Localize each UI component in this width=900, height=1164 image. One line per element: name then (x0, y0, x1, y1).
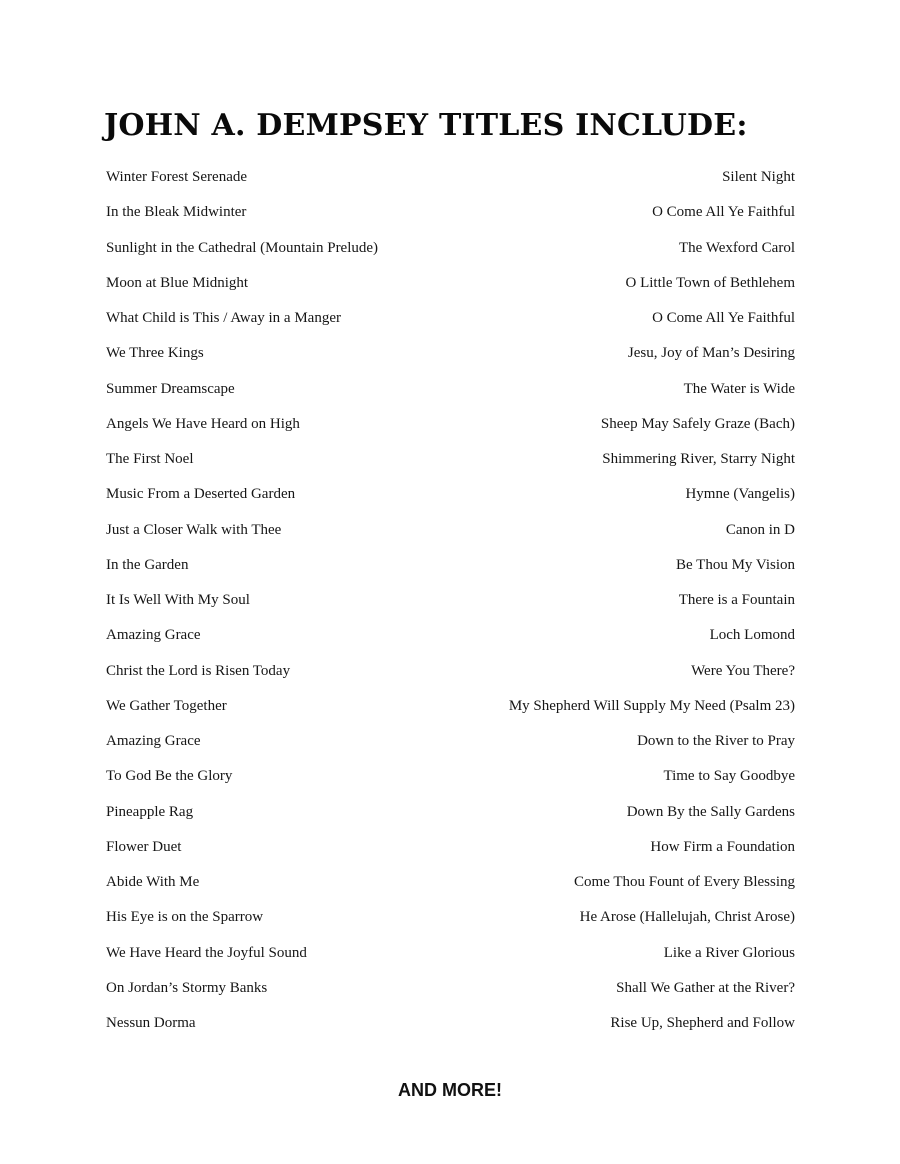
title-left: In the Bleak Midwinter (106, 204, 247, 221)
title-left: We Three Kings (106, 345, 204, 362)
title-left: Pineapple Rag (106, 803, 194, 820)
title-right: O Come All Ye Faithful (652, 204, 795, 221)
title-left: We Have Heard the Joyful Sound (106, 944, 307, 961)
title-row (106, 583, 795, 618)
title-row (106, 372, 795, 407)
title-left: It Is Well With My Soul (106, 592, 250, 609)
title-row (106, 336, 795, 371)
and-more-note: AND MORE! (398, 1080, 502, 1100)
title-row (106, 513, 795, 548)
title-row (106, 830, 795, 865)
title-right: Canon in D (725, 521, 795, 538)
title-row (106, 795, 795, 830)
title-right: Shall We Gather at the River? (616, 979, 795, 996)
title-right: There is a Fountain (678, 592, 795, 609)
title-row (106, 231, 795, 266)
title-row (106, 759, 795, 794)
title-left: His Eye is on the Sparrow (106, 909, 264, 926)
title-left: On Jordan’s Stormy Banks (106, 979, 268, 996)
title-right: Down to the River to Pray (637, 733, 795, 750)
title-left: Christ the Lord is Risen Today (106, 662, 291, 679)
title-left: Moon at Blue Midnight (106, 274, 249, 291)
title-right: Loch Lomond (709, 627, 795, 644)
page-title: JOHN A. DEMPSEY TITLES INCLUDE: (104, 108, 748, 143)
title-right: How Firm a Foundation (650, 838, 795, 855)
title-row (106, 724, 795, 759)
title-right: Be Thou My Vision (676, 556, 795, 573)
title-left: Just a Closer Walk with Thee (106, 521, 282, 538)
title-row (106, 936, 795, 971)
title-right: Hymne (Vangelis) (685, 486, 795, 503)
title-left: Abide With Me (106, 874, 200, 891)
title-right: Time to Say Goodbye (663, 768, 795, 785)
title-right: Were You There? (691, 662, 795, 679)
title-right: The Water is Wide (683, 380, 795, 397)
title-row (106, 618, 795, 653)
title-right: Like a River Glorious (663, 944, 795, 961)
title-row (106, 1006, 795, 1041)
title-row (106, 900, 795, 935)
titles-list (106, 160, 795, 1041)
title-row (106, 548, 795, 583)
title-right: Rise Up, Shepherd and Follow (610, 1015, 795, 1032)
title-left: Angels We Have Heard on High (106, 415, 300, 432)
title-right: Come Thou Fount of Every Blessing (574, 874, 795, 891)
title-left: We Gather Together (106, 697, 227, 714)
title-row (106, 301, 795, 336)
title-right: Sheep May Safely Graze (Bach) (600, 415, 795, 432)
title-row (106, 971, 795, 1006)
title-left: Summer Dreamscape (106, 380, 235, 397)
title-row (106, 689, 795, 724)
title-right: Jesu, Joy of Man’s Desiring (627, 345, 795, 362)
title-row (106, 195, 795, 230)
title-right: The Wexford Carol (679, 239, 795, 256)
title-right: He Arose (Hallelujah, Christ Arose) (579, 909, 795, 926)
title-row (106, 654, 795, 689)
title-row (106, 407, 795, 442)
title-left: Amazing Grace (106, 733, 201, 750)
title-left: To God Be the Glory (106, 768, 233, 785)
title-left: Sunlight in the Cathedral (Mountain Prelude) (106, 239, 379, 256)
title-right: O Little Town of Bethlehem (625, 274, 795, 291)
title-left: Amazing Grace (106, 627, 201, 644)
title-row (106, 266, 795, 301)
title-left: Nessun Dorma (106, 1015, 196, 1032)
title-left: The First Noel (106, 451, 194, 468)
title-left: Music From a Deserted Garden (106, 486, 296, 503)
title-right: Shimmering River, Starry Night (602, 451, 795, 468)
title-right: My Shepherd Will Supply My Need (Psalm 23) (508, 697, 795, 714)
title-right: Down By the Sally Gardens (626, 803, 795, 820)
title-left: In the Garden (106, 556, 189, 573)
title-row (106, 477, 795, 512)
title-left: Flower Duet (106, 838, 182, 855)
title-row (106, 865, 795, 900)
title-left: What Child is This / Away in a Manger (106, 310, 341, 327)
title-row (106, 442, 795, 477)
title-right: O Come All Ye Faithful (652, 310, 795, 327)
title-right: Silent Night (722, 169, 795, 186)
title-left: Winter Forest Serenade (106, 169, 248, 186)
title-row (106, 160, 795, 195)
